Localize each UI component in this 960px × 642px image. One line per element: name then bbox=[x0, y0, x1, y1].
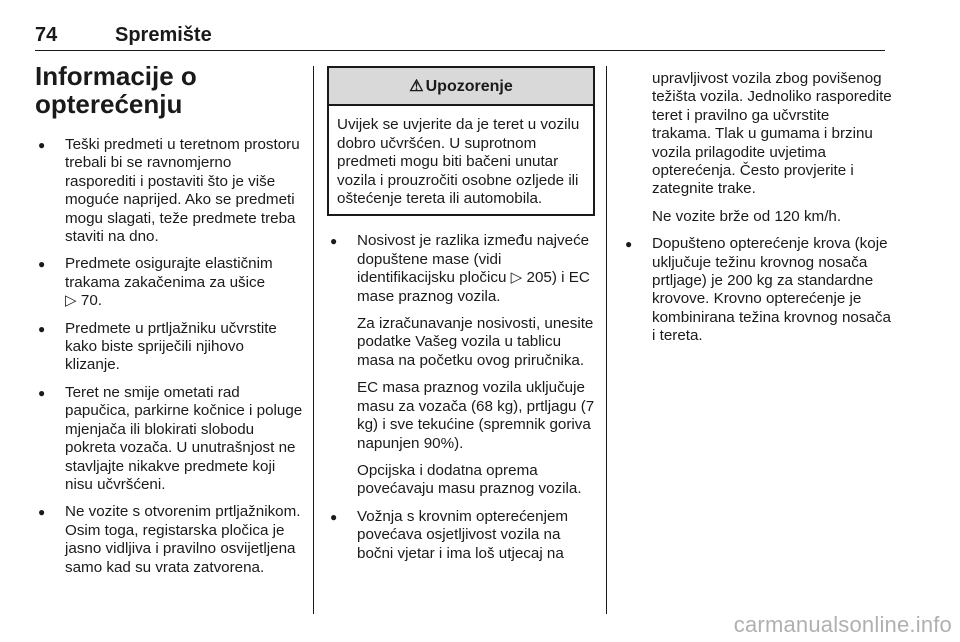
warning-icon: ⚠ bbox=[409, 78, 424, 95]
warning-header bbox=[329, 68, 593, 106]
list-item: ● Teški predmeti u teretnom prostoru trebali bi se ravnomjerno rasporediti i postaviti što je više moguće naprijed. Ako se predmeti mogu slagati, teže predmete treba staviti na dno. bbox=[35, 136, 303, 246]
page-number: 74 bbox=[35, 24, 58, 46]
column-1 bbox=[35, 62, 303, 586]
load-info-list bbox=[35, 136, 303, 577]
warning-box bbox=[327, 66, 595, 216]
paragraph: Za izračunavanje nosivosti, unesite podatke Vašeg vozila u tablicu masa na početku ovog priručnika. bbox=[357, 315, 594, 369]
title-line-2: opterećenju bbox=[35, 89, 183, 119]
list-item: ● Predmete u prtljažniku učvrstite kako biste spriječili njihovo klizanje. bbox=[35, 320, 303, 375]
list-item: ● Vožnja s krovnim opterećenjem povećava osjetljivost vozila na bočni vjetar i ima loš utjecaj na bbox=[327, 508, 595, 563]
paragraph: upravljivost vozila zbog povišenog težišta vozila. Jednoliko rasporedite teret i pravilno ga učvrstite trakama. Tlak u gumama i brzinu vozila prilagodite uvjetima opterećenja. Često provjerite i zategnite trake. bbox=[652, 70, 892, 198]
page-title bbox=[35, 62, 303, 118]
column-3 bbox=[622, 70, 892, 355]
list-item: ● Ne vozite s otvorenim prtljažnikom. Osim toga, registarska pločica je jasno vidljiva i pravilno osvijetljena samo kad su vrata zatvorena. bbox=[35, 503, 303, 577]
watermark: carmanualsonline.info bbox=[733, 612, 952, 637]
title-line-1: Informacije o bbox=[35, 61, 197, 91]
capacity-list bbox=[327, 232, 595, 306]
list-item: ● Nosivost je razlika između najveće dopuštene mase (vidi identifikacijsku pločicu ▷ 205) i EC mase praznog vozila. bbox=[327, 232, 595, 306]
paragraph: EC masa praznog vozila uključuje masu za vozača (68 kg), prtljagu (7 kg) i sve tekućine (spremnik goriva napunjen 90%). bbox=[357, 379, 595, 452]
page-reference[interactable]: ▷ 70. bbox=[65, 292, 103, 310]
page-header bbox=[35, 24, 885, 50]
column-2 bbox=[327, 66, 595, 572]
header-rule bbox=[35, 50, 885, 51]
list-item: ● Predmete osigurajte elastičnim trakama zakačenima za ušice ▷ 70. bbox=[35, 255, 303, 310]
column-divider-1 bbox=[313, 66, 314, 614]
warning-title: Upozorenje bbox=[425, 78, 513, 95]
list-item: ● Teret ne smije ometati rad papučica, parkirne kočnice i poluge mjenjača ili blokirati slobodu pokreta vozača. U unutrašnjost ne stavljajte nikakve predmete koji nisu učvršćeni. bbox=[35, 384, 303, 494]
list-item: ● Dopušteno opterećenje krova (koje uključuje težinu krovnog nosača prtljage) je 200 kg za standardne krovove. Krovno opterećenje je kombinirana težina krovnog nosača i tereta. bbox=[622, 235, 892, 345]
paragraph: Ne vozite brže od 120 km/h. bbox=[652, 207, 842, 225]
roof-limit-list bbox=[622, 235, 892, 345]
paragraph: Opcijska i dodatna oprema povećavaju masu praznog vozila. bbox=[357, 461, 582, 498]
column-divider-2 bbox=[606, 66, 607, 614]
warning-text: Uvijek se uvjerite da je teret u vozilu dobro učvršćen. U suprotnom predmeti mogu biti bačeni unutar vozila i prouzročiti osobne ozljede ili oštećenje tereta ili automobila. bbox=[337, 116, 580, 208]
roof-load-list bbox=[327, 508, 595, 563]
section-title: Spremište bbox=[115, 24, 212, 46]
